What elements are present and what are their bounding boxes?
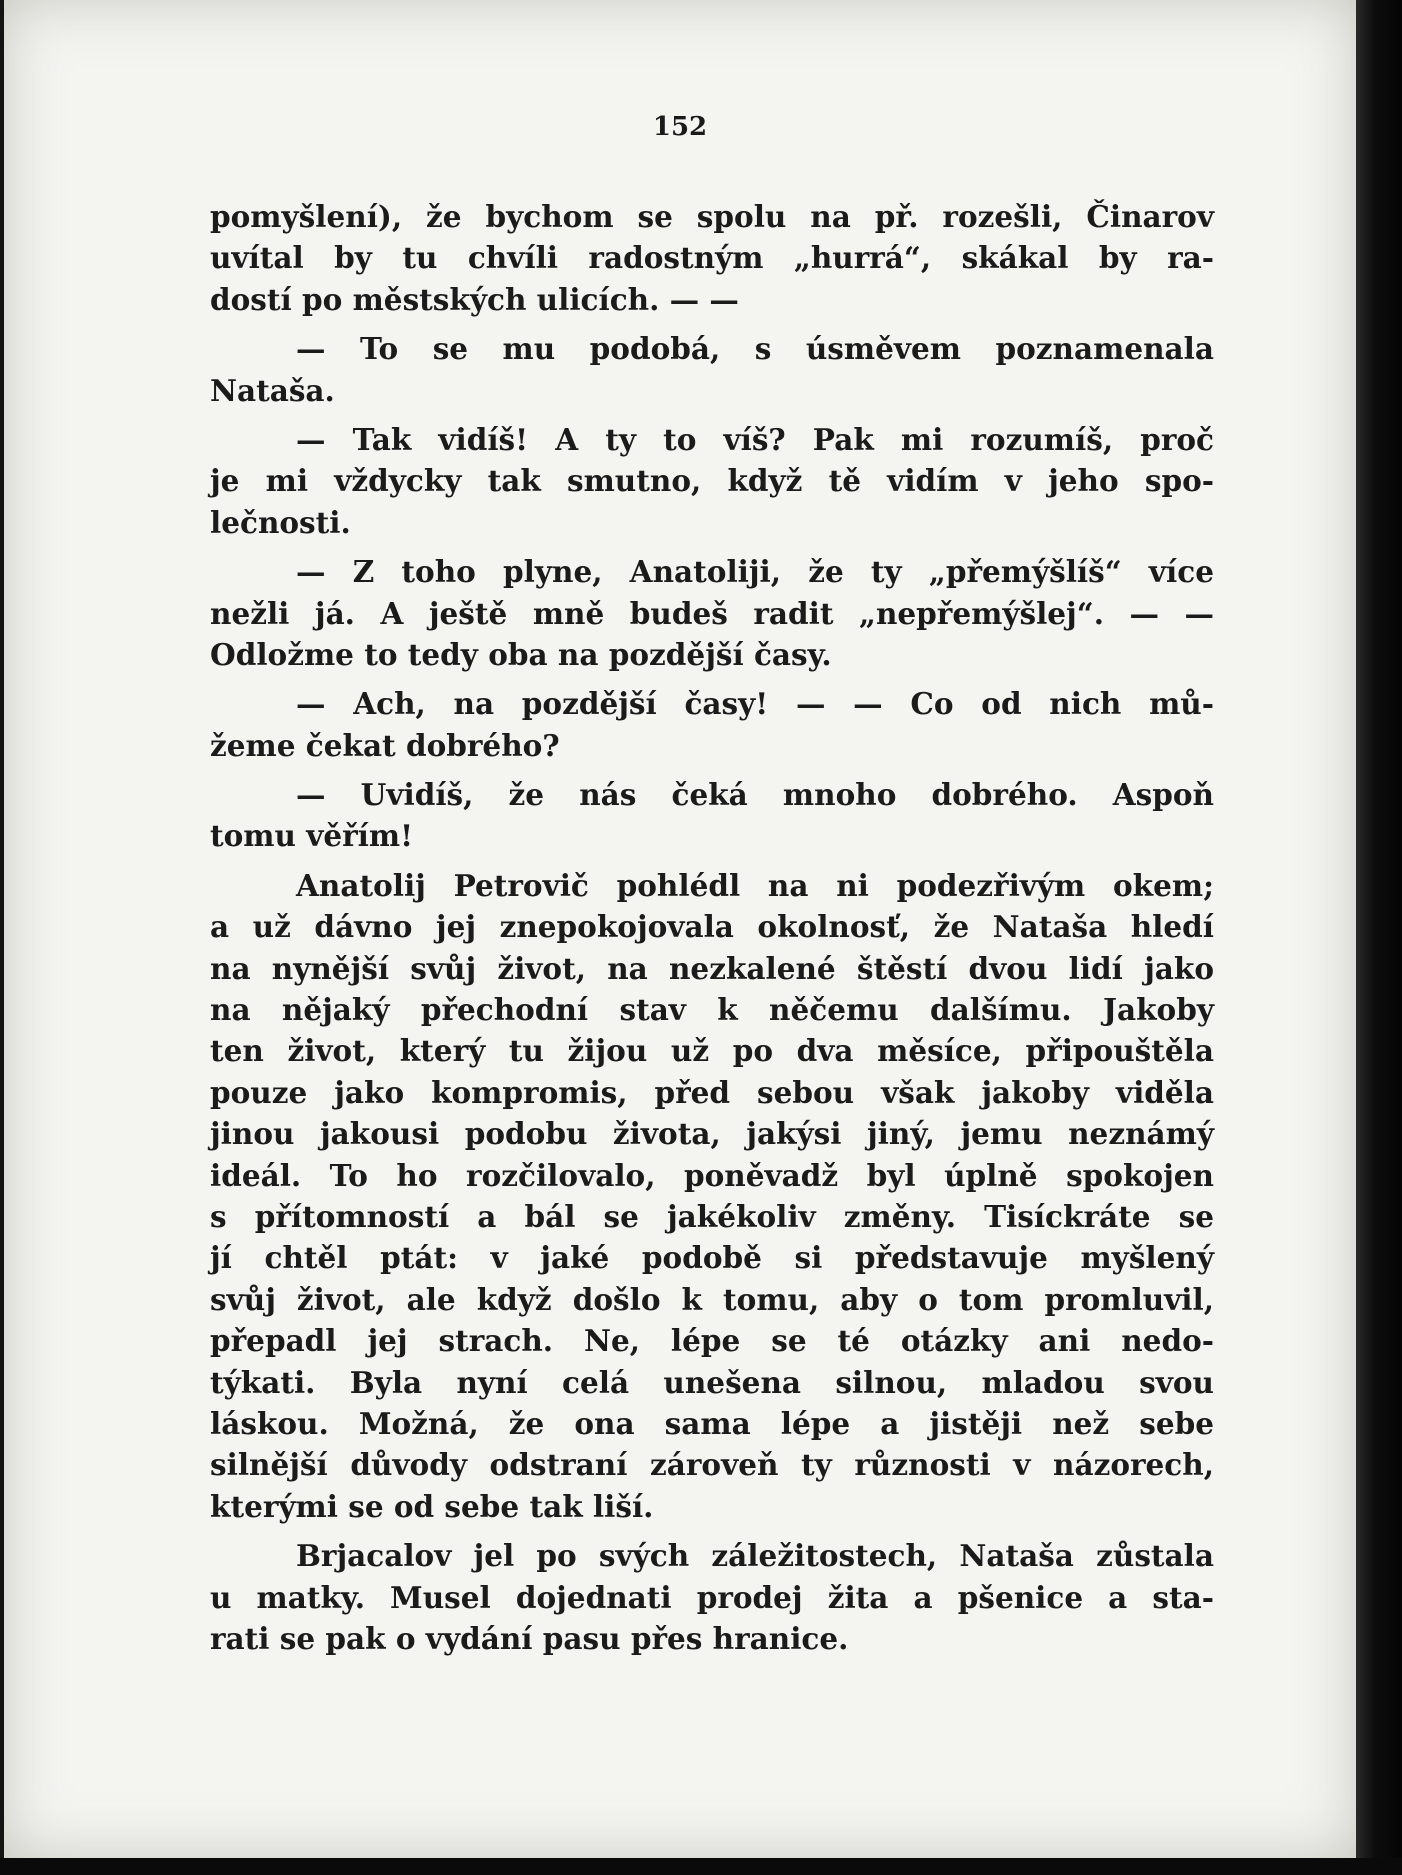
text-line: — To se mu podobá, s úsměvem poznamenala xyxy=(296,331,1214,367)
text-line: láskou. Možná, že ona sama lépe a jistěji než sebe xyxy=(210,1405,1214,1441)
text-line: u matky. Musel dojednati prodej žita a pšenice a sta- xyxy=(210,1579,1214,1615)
text-line: kterými se od sebe tak liší. xyxy=(210,1488,654,1524)
text-line: — Uvidíš, že nás čeká mnoho dobrého. Aspoň xyxy=(296,777,1214,813)
text-line: Odložme to tedy oba na pozdější časy. xyxy=(210,636,832,672)
book-spine-shadow xyxy=(1356,0,1402,1875)
text-line: s přítomností a bál se jakékoliv změny. Tisíckráte se xyxy=(210,1198,1214,1234)
text-line: jinou jakousi podobu života, jakýsi jiný, jemu neznámý xyxy=(210,1116,1214,1152)
text-line: přepadl jej strach. Ne, lépe se té otázky ani nedo- xyxy=(210,1323,1214,1359)
text-line: — Ach, na pozdější časy! — — Co od nich mů- xyxy=(296,686,1214,722)
text-line: jí chtěl ptát: v jaké podobě si představuje myšlený xyxy=(210,1240,1214,1276)
text-line: žeme čekat dobrého? xyxy=(210,727,560,763)
text-line: Brjacalov jel po svých záležitostech, Nataša zůstala xyxy=(296,1538,1214,1574)
text-line: ideál. To ho rozčilovalo, poněvadž byl úplně spokojen xyxy=(210,1157,1214,1193)
scan-bottom-border xyxy=(0,1858,1402,1875)
text-line: nežli já. A ještě mně budeš radit „nepřemýšlej“. — — xyxy=(210,595,1214,631)
text-line: týkati. Byla nyní celá unešena silnou, mladou svou xyxy=(210,1364,1214,1400)
text-line: pomyšlení), že bychom se spolu na př. rozešli, Činarov xyxy=(210,199,1214,234)
book-page xyxy=(4,0,1356,1858)
text-line: pouze jako kompromis, před sebou však jakoby viděla xyxy=(210,1074,1214,1110)
text-line: svůj život, ale když došlo k tomu, aby o tom promluvil, xyxy=(210,1281,1214,1317)
text-line: na nějaký přechodní stav k něčemu dalšímu. Jakoby xyxy=(210,992,1214,1028)
text-line: uvítal by tu chvíli radostným „hurrá“, skákal by ra- xyxy=(210,240,1214,276)
text-line: silnější důvody odstraní zároveň ty různosti v názorech, xyxy=(210,1447,1214,1483)
text-line: je mi vždycky tak smutno, když tě vidím v jeho spo- xyxy=(210,463,1214,499)
text-line: — Z toho plyne, Anatoliji, že ty „přemýšlíš“ více xyxy=(296,554,1214,590)
text-line: na nynější svůj život, na nezkalené štěstí dvou lidí jako xyxy=(210,950,1214,986)
text-line: Nataša. xyxy=(210,372,335,408)
text-line: Anatolij Petrovič pohlédl na ni podezřivým okem; xyxy=(296,867,1214,903)
page-number: 152 xyxy=(652,112,708,142)
text-line: tomu věřím! xyxy=(210,818,414,854)
text-line: — Tak vidíš! A ty to víš? Pak mi rozumíš, proč xyxy=(296,421,1214,457)
text-line: dostí po městských ulicích. — — xyxy=(210,281,739,317)
text-line: a už dávno jej znepokojovala okolnosť, že Nataša hledí xyxy=(210,909,1214,945)
text-line: ten život, který tu žijou už po dva měsíce, připouštěla xyxy=(210,1033,1214,1069)
text-line: lečnosti. xyxy=(210,504,351,540)
body-text xyxy=(210,196,1214,1659)
text-line: rati se pak o vydání pasu přes hranice. xyxy=(210,1620,849,1656)
